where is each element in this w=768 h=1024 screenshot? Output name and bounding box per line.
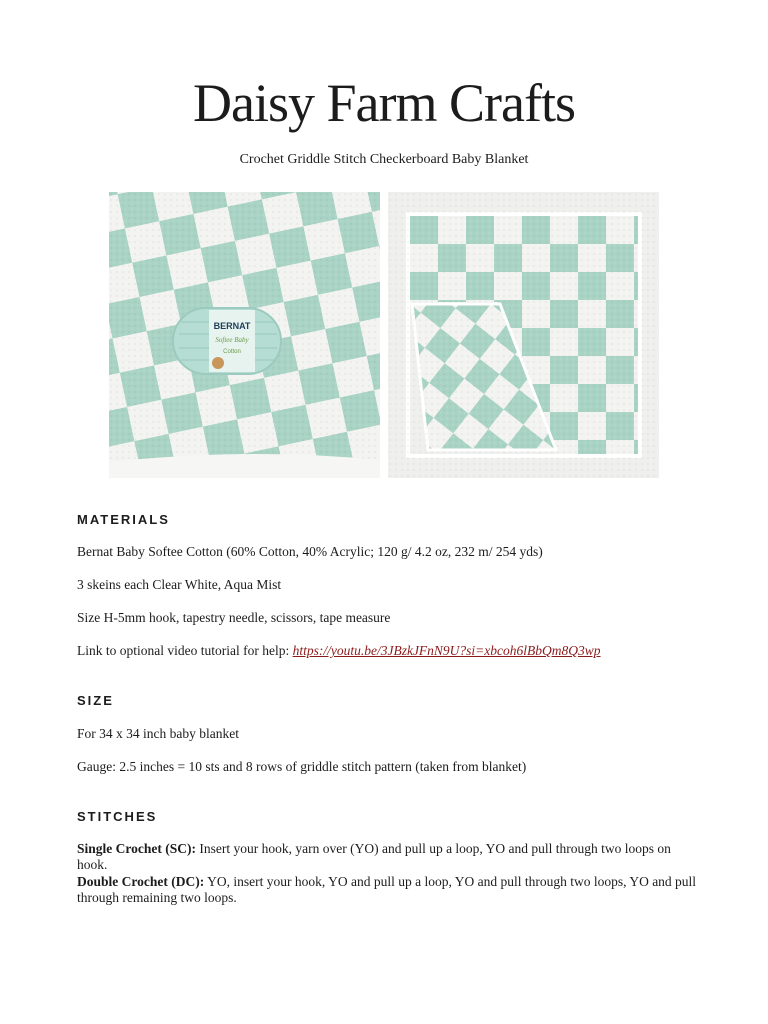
size-gauge: Gauge: 2.5 inches = 10 sts and 8 rows of griddle stitch pattern (taken from blanket) (77, 759, 527, 774)
yarn-label-line: Softee Baby (215, 336, 249, 344)
materials-heading: MATERIALS (77, 512, 170, 527)
brand-title: Daisy Farm Crafts (193, 73, 575, 133)
yarn-label-brand: BERNAT (213, 321, 251, 331)
sc-term: Single Crochet (SC): (77, 841, 196, 856)
materials-video (77, 643, 697, 659)
size-dimensions: For 34 x 34 inch baby blanket (77, 726, 239, 741)
yarn-label-type: Cotton (223, 349, 241, 355)
sc-description: Insert your hook, yarn over (YO) and pull up a loop, YO and pull through two loops on hook. (77, 841, 671, 873)
yarn-skein (173, 308, 281, 374)
video-tutorial-link[interactable]: https://youtu.be/3JBzkJFnN9U?si=xbcoh6lBbQm8Q3wp (292, 643, 601, 658)
materials-yarn: Bernat Baby Softee Cotton (60% Cotton, 40% Acrylic; 120 g/ 4.2 oz, 232 m/ 254 yds) (77, 544, 543, 559)
stitch-single-crochet (77, 841, 697, 874)
size-heading: SIZE (77, 693, 114, 708)
materials-skeins: 3 skeins each Clear White, Aqua Mist (77, 577, 282, 592)
stitch-double-crochet (77, 874, 697, 907)
stitches-heading: STITCHES (77, 809, 158, 824)
photo-folded-blanket (388, 192, 659, 478)
video-link-prefix: Link to optional video tutorial for help: (77, 643, 293, 658)
pattern-subtitle: Crochet Griddle Stitch Checkerboard Baby Blanket (239, 152, 529, 167)
dc-term: Double Crochet (DC): (77, 874, 205, 889)
dc-description: YO, insert your hook, YO and pull up a loop, YO and pull through two loops, YO and pull through remaining two loops. (77, 874, 697, 906)
materials-tools: Size H-5mm hook, tapestry needle, scissors, tape measure (77, 610, 391, 625)
photo-blanket-with-yarn (109, 192, 380, 478)
